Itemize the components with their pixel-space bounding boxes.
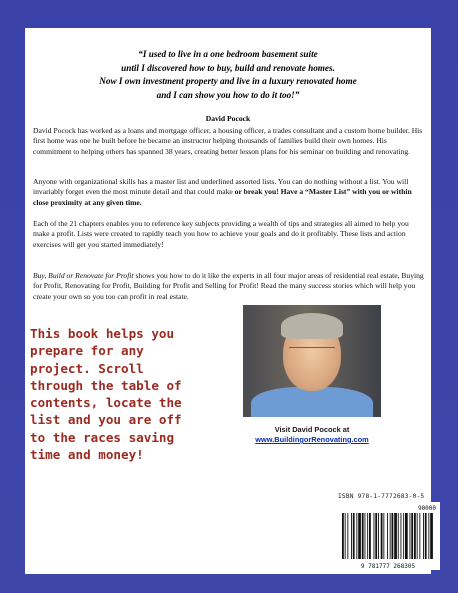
bio-paragraph: David Pocock has worked as a loans and mortgage officer, a housing officer, a trades consultant and a custom home builder. His first home was one he built before he became an instructor helping thousands of families build their own homes. His commitment to helping others has spanned 38 years, creating better lesson plans for his seminar on building and renovating. <box>33 126 423 156</box>
barcode-bar <box>394 513 397 559</box>
barcode-bar <box>405 513 408 559</box>
barcode-bar <box>387 513 388 559</box>
barcode-bar <box>430 513 433 559</box>
barcode <box>336 502 440 570</box>
promo-line: project. Scroll <box>30 360 144 376</box>
price-code: 90000 <box>417 505 436 512</box>
barcode-bar <box>403 513 404 559</box>
barcode-bar <box>392 513 394 559</box>
barcode-bar <box>410 513 411 559</box>
quote-line: until I discovered how to buy, build and renovate homes. <box>121 62 335 73</box>
barcode-bar <box>356 513 357 559</box>
chapters-paragraph: Each of the 21 chapters enables you to reference key subjects providing a wealth of tips and strategies all aimed to help you make a profit. Lists were created to rapidly teach you how to achieve your goals and do it profitably. These lists and action exercises will get you started immediately! <box>33 219 409 249</box>
barcode-bar <box>375 513 377 559</box>
barcode-bar <box>367 513 368 559</box>
promo-line: time and money! <box>30 447 144 463</box>
isbn-label: ISBN 978-1-7772683-0-5 <box>338 493 425 500</box>
photo-hair <box>281 313 343 339</box>
barcode-bar <box>414 513 416 559</box>
author-photo <box>243 305 381 417</box>
barcode-bar <box>425 513 427 559</box>
barcode-bar <box>417 513 418 559</box>
barcode-bar <box>358 513 361 559</box>
barcode-bar <box>369 513 371 559</box>
barcode-bar <box>342 513 344 559</box>
lists-paragraph-bold: or break you! Have a “Master List” with you or within close proximity at any given time. <box>33 187 412 207</box>
barcode-bar <box>365 513 366 559</box>
promo-line: contents, locate the <box>30 395 182 411</box>
barcode-bar <box>390 513 391 559</box>
barcode-bar <box>428 513 429 559</box>
promo-line: through the table of <box>30 377 182 393</box>
promo-line: prepare for any <box>30 343 144 359</box>
photo-glasses <box>289 347 335 360</box>
quote-line: “I used to live in a one bedroom basement suite <box>138 49 318 59</box>
barcode-bar <box>345 513 346 559</box>
barcode-bar <box>362 513 364 559</box>
promo-line: This book helps you <box>30 326 175 341</box>
book-summary-paragraph <box>33 271 425 302</box>
testimonial-quote <box>25 48 431 102</box>
lists-paragraph-text: Anyone with organizational skills has a master list and underlined assorted lists. You can do nothing without a list. You will invariably forget even the most minute detail and that could make <box>33 177 409 197</box>
barcode-bar <box>374 513 375 559</box>
barcode-graphic <box>336 502 440 570</box>
barcode-bar <box>351 513 352 559</box>
author-caption: Visit David Pocock at <box>274 425 350 434</box>
website-link[interactable]: www.BuildingorRenovating.com <box>255 435 369 444</box>
barcode-bar <box>347 513 348 559</box>
photo-shirt <box>251 387 373 417</box>
barcode-bar <box>411 513 413 559</box>
barcode-bar <box>381 513 383 559</box>
barcode-bar <box>423 513 424 559</box>
promo-text <box>30 325 230 463</box>
promo-line: to the races saving <box>30 429 175 445</box>
book-title: Buy, Build or Renovate for Profit <box>33 271 134 280</box>
promo-line: list and you are off <box>30 412 182 428</box>
quote-line: Now I own investment property and live in a luxury renovated home <box>99 76 357 86</box>
barcode-digits: 9 781777 268305 <box>360 563 416 570</box>
barcode-bar <box>419 513 420 559</box>
book-summary-text: shows you how to do it like the experts in all four major areas of residential real estate, Buying for Profit, Renovating for Profit, Building for Profit and Selling for Profit! Read the many success stories which will help you create your own so you too can profit in real estate. <box>33 271 424 301</box>
quote-author: David Pocock <box>205 114 251 123</box>
barcode-bar <box>383 513 384 559</box>
barcode-bar <box>353 513 355 559</box>
barcode-bar <box>401 513 402 559</box>
barcode-bar <box>378 513 379 559</box>
lists-paragraph <box>33 177 425 208</box>
barcode-bar <box>398 513 399 559</box>
quote-line: and I can show you how to do it too!” <box>156 89 300 100</box>
